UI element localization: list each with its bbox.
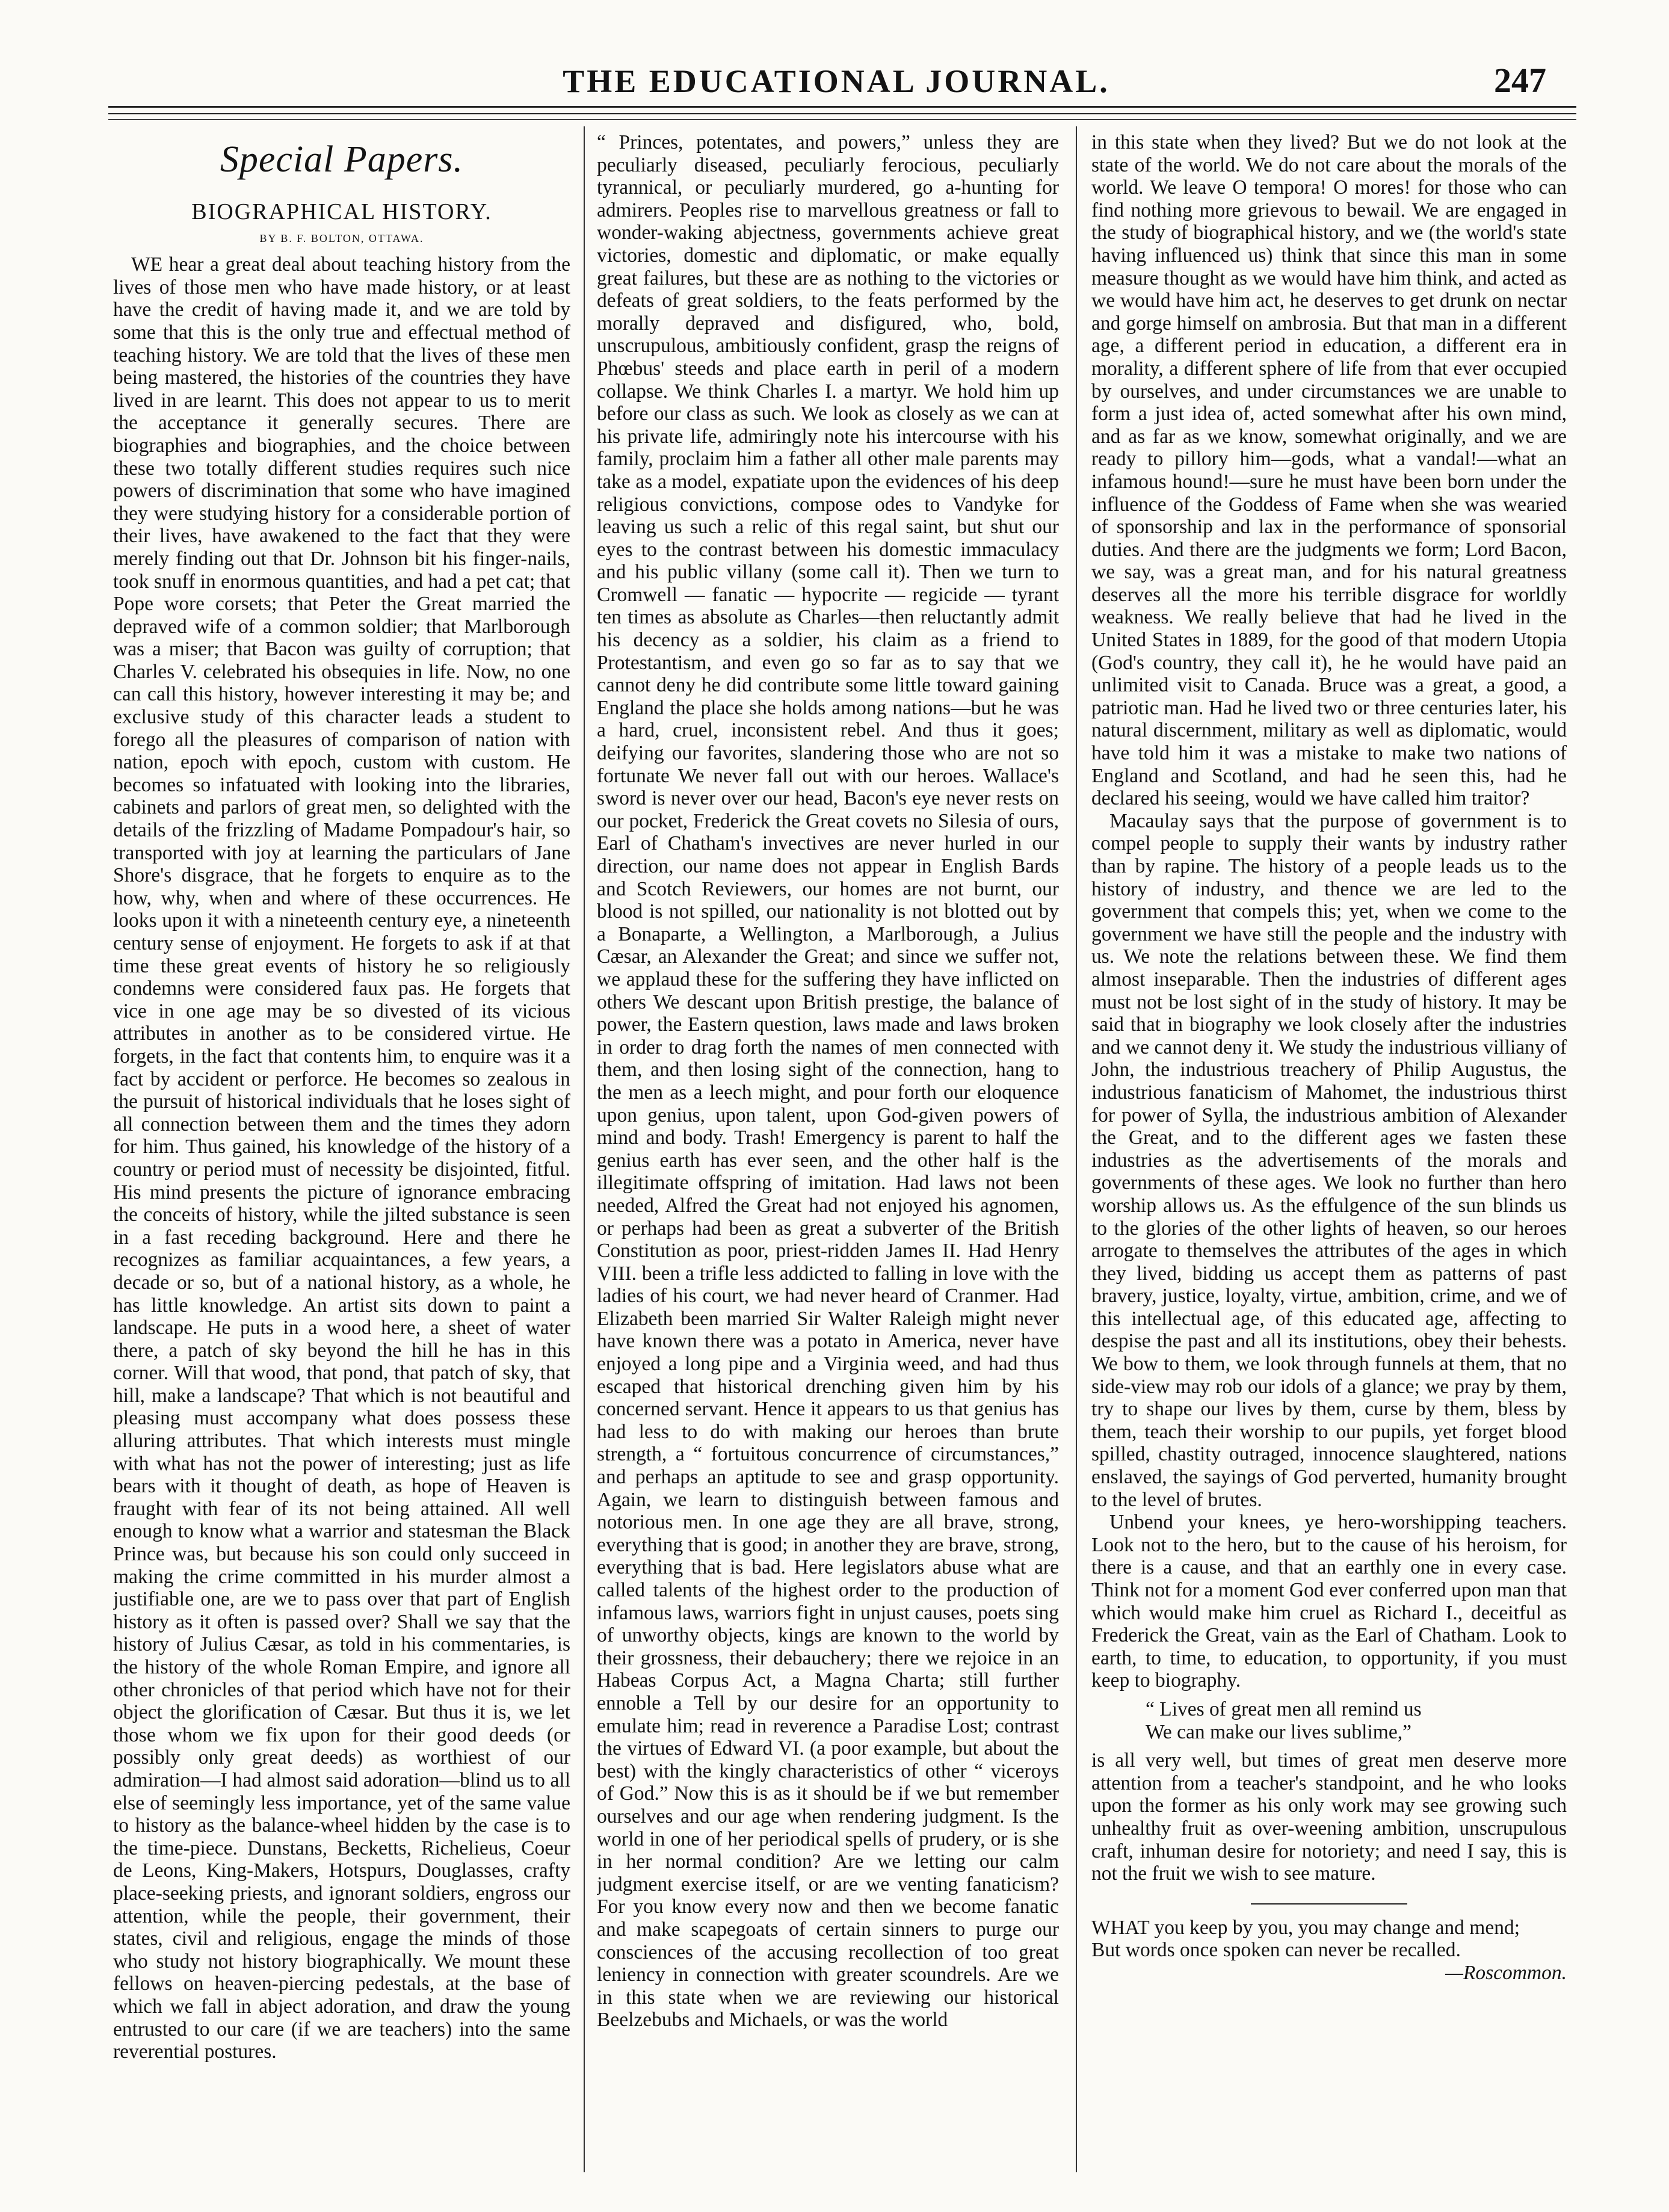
column-3 (1091, 131, 1567, 2177)
header-rule (108, 106, 1576, 108)
paragraph: Macaulay says that the purpose of government is to compel people to supply their wants by industry rather than by rapine. The history of a people leads us to the history of industry, and thence we are led to the government that compels this; yet, when we come to the government we have still the people and the industry with us. We note the relations between these. We find them almost inseparable. Then the industries of different ages must not be lost sight of in the study of history. It may be said that in biography we look closely after the industries and we cannot deny it. We study the industrious villiany of John, the industrious treachery of Philip Augustus, the industrious fanaticism of Mahomet, the industrious thirst for power of Sylla, the industrious ambition of Alexander the Great, and to the different ages we fasten these industries as the advertisements of the morals and governments of these ages. We look no further than hero worship allows us. As the effulgence of the sun blinds us to the glories of the other lights of heaven, so our heroes arrogate to themselves the attributes of the ages in which they lived, bidding us accept them as patterns of past bravery, justice, loyalty, virtue, ambition, crime, and we of this intellectual age, of this educated age, affecting to despise the past and all its institutions, obey their behests. We bow to them, we look through funnels at them, that no side-view may rob our idols of a glance; we pray by them, try to shape our lives by them, curse by them, bless by them, teach their worship to our pupils, yet forget blood spilled, chastity outraged, innocence slaughtered, nations enslaved, the sayings of God perverted, humanity brought to the level of brutes. (1091, 809, 1567, 1511)
column-divider (1076, 126, 1077, 2172)
article-title: BIOGRAPHICAL HISTORY. (191, 199, 492, 224)
article-byline: BY B. F. BOLTON, OTTAWA. (259, 232, 424, 244)
column-divider (584, 126, 585, 2172)
paragraph: WE hear a great deal about teaching history from the lives of those men who have made history, or at least have the credit of having made it, and we are told by some that this is the only true and effectual method of teaching history. We are told that the lives of these men being mastered, the histories of the countries they have lived in are learnt. This does not appear to us to merit the acceptance it generally secures. There are biographies and biographies, and the choice between these two totally different studies requires such nice powers of discrimination that some who have imagined they were studying history for a considerable portion of their lives, have awakened to the fact that they were merely finding out that Dr. Johnson bit his finger-nails, took snuff in enormous quantities, and had a pet cat; that Pope wore corsets; that Peter the Great married the depraved wife of a common soldier; that Marlborough was a miser; that Bacon was guilty of corruption; that Charles V. celebrated his obsequies in life. Now, no one can call this history, however interesting it may be; and exclusive study of this character leads a student to forego all the pleasures of comparison of nation with nation, epoch with epoch, custom with custom. He becomes so infatuated with looking into the libraries, cabinets and parlors of great men, so delighted with the details of the frizzling of Madame Pompadour's hair, so transported with joy at learning the particulars of Jane Shore's disgrace, that he forgets to enquire as to the how, why, when and where of these occurrences. He looks upon it with a nineteenth century eye, a nineteenth century sense of enjoyment. He forgets to ask if at that time these great events of history he so religiously condemns were considered faux pas. He forgets that vice in one age may be so divested of its vicious attributes in another as to be considered virtue. He forgets, in the fact that contents him, to enquire was it a fact by accident or perforce. He becomes so zealous in the pursuit of historical individuals that he loses sight of all connection between them and the times they adorn for him. Thus gained, his knowledge of the history of a country or period must of necessity be disjointed, fitful. His mind presents the picture of ignorance embracing the conceits of history, while the jilted substance is seen in a fast receding background. Here and there he recognizes as familiar acquaintances, a few years, a decade or so, but of a national history, as a whole, he has little knowledge. An artist sits down to paint a landscape. He puts in a wood here, a sheet of water there, a patch of sky beyond the hill he has in this corner. Will that wood, that pond, that patch of sky, that hill, make a landscape? That which is not beautiful and pleasing must accompany what does possess these alluring attributes. That which interests must mingle with what has not the power of interesting; just as life bears with it thought of death, as hope of Heaven is fraught with fear of its not being attained. All well enough to know what a warrior and statesman the Black Prince was, but because his son could only succeed in making the crime committed in his murder almost a justifiable one, are we to pass over that part of English history as it often is passed over? Shall we say that the history of Julius Cæsar, as told in his commentaries, is the history of the whole Roman Empire, and ignore all other chronicles of that period which have not for their object the glorification of Cæsar. But thus it is, we let those whom we fix upon for their good deeds (or possibly only great deeds) as worthiest of our admiration—I had almost said adoration—blind us to all else of seemingly less importance, yet of the same value to history as the balance-wheel hidden by the case is to the time-piece. Dunstans, Becketts, Richelieus, Coeur de Leons, King-Makers, Hotspurs, Douglasses, crafty place-seeking priests, and ignorant soldiers, engross our attention, while the people, their government, their states, civil and religious, engage the minds of those who study not history biographically. We mount these fellows on heaven-piercing pedestals, at the base of which we fall in abject adoration, and draw the young entrusted to our care (if we are teachers) into the same reverential postures. (113, 253, 570, 2063)
header-rule (108, 119, 1576, 120)
verse-line: We can make our lives sublime,” (1146, 1720, 1411, 1743)
column-2 (597, 131, 1059, 2177)
page-number: 247 (1494, 61, 1546, 100)
journal-title: THE EDUCATIONAL JOURNAL. (563, 63, 1110, 99)
paragraph: is all very well, but times of great men deserve more attention from a teacher's standpoint, and he who looks upon the former as his only work may see growing such unhealthy fruit as over-weening ambition, unscrupulous craft, inhuman desire for notoriety; and need I say, this is not the fruit we wish to see mature. (1091, 1749, 1567, 1885)
epigram-attribution: —Roscommon. (1445, 1961, 1567, 1984)
paragraph: Unbend your knees, ye hero-worshipping teachers. Look not to the hero, but to the cause of his heroism, for there is a cause, and that an earthly one in every case. Think not for a moment God ever conferred upon man that which would make him cruel as Richard I., deceitful as Frederick the Great, vain as the Earl of Chatham. Look to earth, to time, to education, to opportunity, if you must keep to biography. (1091, 1511, 1567, 1692)
column-1 (113, 131, 570, 2177)
separator-rule (1251, 1903, 1407, 1905)
header-rule (108, 113, 1576, 114)
epigram-line: But words once spoken can never be recalled. (1091, 1939, 1461, 1962)
paragraph: in this state when they lived? But we do not look at the state of the world. We do not care about the morals of the world. We leave O tempora! O mores! for those who can find nothing more grievous to bewail. We are engaged in the study of biographical history, and we (the world's state having influenced us) think that since this man in some measure thought as we would have him think, and acted as we would have him act, he deserves to get drunk on nectar and gorge himself on ambrosia. But that man in a different age, a different period in education, a different era in morality, a different sphere of life from that ever occupied by ourselves, and under circumstances we are unable to form a just idea of, acted somewhat after his own mind, and as far as we know, somewhat originally, and we are ready to pillory him—gods, what a vandal!—what an infamous hound!—sure he must have been born under the influence of the Goddess of Fame when she was wearied of sponsorship and lax in the performance of sponsorial duties. And there are the judgments we form; Lord Bacon, we say, was a great man, and for his natural greatness deserves all the more his terrible disgrace for worldly weakness. We really believe that had he lived in the United States in 1889, for the good of that modern Utopia (God's country, they call it), he he would have paid an unlimited visit to Canada. Bruce was a great, a good, a patriotic man. Had he lived two or three centuries later, his natural discernment, military as well as diplomatic, would have told him it was a mistake to make two nations of England and Scotland, and had he seen this, had he declared his seeing, would we have called him traitor? (1091, 131, 1567, 810)
epigram-line: WHAT you keep by you, you may change and mend; (1091, 1916, 1520, 1939)
verse-line: “ Lives of great men all remind us (1146, 1698, 1422, 1720)
masthead (108, 55, 1564, 122)
section-title: Special Papers. (220, 139, 464, 180)
paragraph: “ Princes, potentates, and powers,” unless they are peculiarly diseased, peculiarly ferocious, peculiarly tyrannical, or peculiarly murdered, go a-hunting for admirers. Peoples rise to marvellous greatness or fall to wonder-waking abjectness, governments achieve great victories, domestic and diplomatic, or make equally great failures, but these are as nothing to the victories or defeats of great soldiers, to the feats performed by the morally depraved and disfigured, who, bold, unscrupulous, ambitiously confident, grasp the reigns of Phœbus' steeds and place earth in peril of a modern collapse. We think Charles I. a martyr. We hold him up before our class as such. We look as closely as we can at his private life, admiringly note his intercourse with his family, proclaim him a father all other male parents may take as a model, expatiate upon the evidences of his deep religious convictions, compose odes to Vandyke for leaving us such a relic of this regal saint, but shut our eyes to the contrast between his domestic immaculacy and his public villany (some call it). Then we turn to Cromwell — fanatic — hypocrite — regicide — tyrant ten times as absolute as Charles—then reluctantly admit his decency as a soldier, his claim as a friend to Protestantism, and even go so far as to say that we cannot deny he did contribute some little toward gaining England the place she holds among nations—but he was a hard, cruel, inconsistent rebel. And thus it goes; deifying our favorites, slandering those who are not so fortunate We never fall out with our heroes. Wallace's sword is never over our head, Bacon's eye never rests on our pocket, Frederick the Great covets no Silesia of ours, Earl of Chatham's invectives are never hurled in our direction, our name does not appear in English Bards and Scotch Reviewers, our homes are not burnt, our blood is not spilled, our nationality is not blotted out by a Bonaparte, a Wellington, a Marlborough, a Julius Cæsar, an Alexander the Great; and since we suffer not, we applaud these for the suffering they have inflicted on others We descant upon British prestige, the balance of power, the Eastern question, laws made and laws broken in order to drag forth the names of men connected with them, and then losing sight of the connection, hang to the men as a leech might, and pour forth our eloquence upon genius, upon talent, upon God-given powers of mind and body. Trash! Emergency is parent to half the genius earth has ever seen, and the other half is the illegitimate offspring of imitation. Had laws not been needed, Alfred the Great had not enjoyed his agnomen, or perhaps had been as great a subverter of the British Constitution as poor, priest-ridden James II. Had Henry VIII. been a trifle less addicted to falling in love with the ladies of his court, we had never heard of Cranmer. Had Elizabeth been married Sir Walter Raleigh might never have known there was a potato in America, never have enjoyed a long pipe and a Virginia weed, and had thus escaped that historical drenching given him by his concerned servant. Hence it appears to us that genius has had less to do with making our heroes than brute strength, a “ fortuitous concurrence of circumstances,” and perhaps an aptitude to see and grasp opportunity. Again, we learn to distinguish between famous and notorious men. In one age they are all brave, strong, everything that is good; in another they are brave, strong, everything that is bad. Here legislators abuse what are called talents of the highest order to the production of infamous laws, warriors fight in unjust causes, poets sing of unworthy objects, kings are known to the world by their grossness, their debauchery; there we rejoice in an Habeas Corpus Act, a Magna Charta; still further ennoble a Tell by our desire for an opportunity to emulate him; read in reverence a Paradise Lost; contrast the virtues of Edward VI. (a poor example, but about the best) with the kingly characteristics of other “ viceroys of God.” Now this is as it should be if we but remember ourselves and our age when rendering judgment. Is the world in one of her periodical spells of prudery, or is she in her normal condition? Are we letting our calm judgment exercise itself, or are we venting fanaticism? For you know every now and then we become fanatic and make scapegoats of certain sinners to purge our consciences of the accusing recollection of too great leniency in connection with greater scoundrels. Are we in this state when we are reviewing our historical Beelzebubs and Michaels, or was the world (597, 131, 1059, 2031)
verse-quote (1091, 1698, 1567, 1743)
epigram (1091, 1917, 1567, 1985)
